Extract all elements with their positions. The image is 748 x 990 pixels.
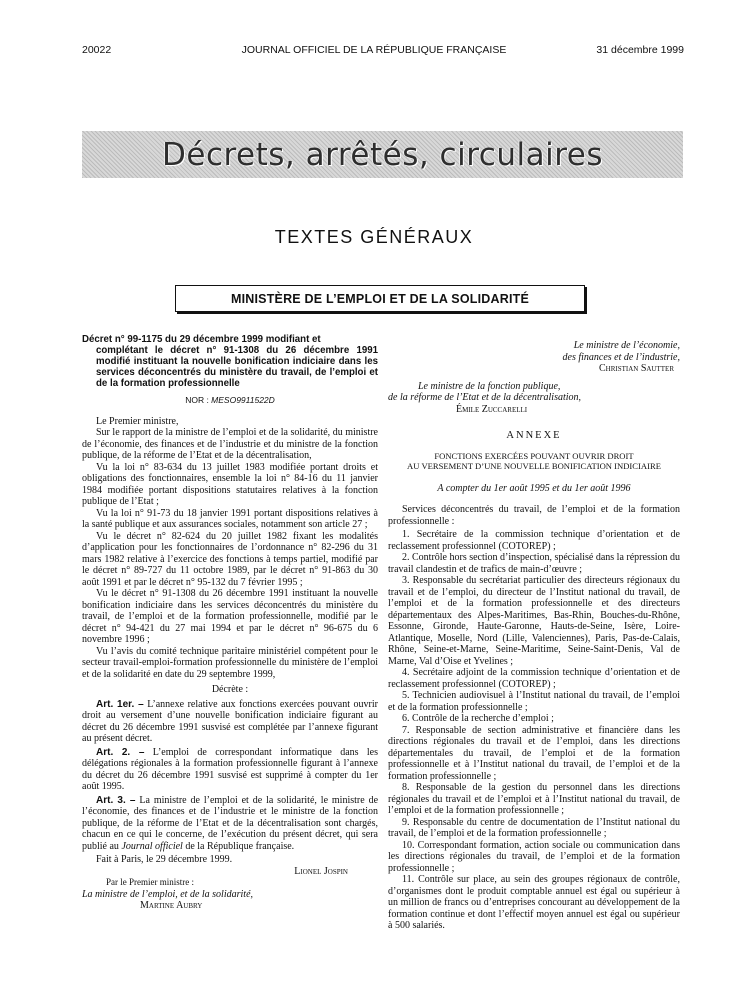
annexe-item: 4. Secrétaire adjoint de la commission technique d’orientation et de reclassement professionnel (COTOREP) ; <box>388 667 680 690</box>
visa-paragraph: Vu le décret n° 82-624 du 20 juillet 1982 fixant les modalités d’application pour les fonctionnaires de l’ordonnance n° 82-296 du 31 mars 1982 relative à l’exercice des fonctions à temps partiel, modifié par le décret n° 89-727 du 11 octobre 1989, par le décret n° 91-863 du 30 août 1991 et par le décret n° 95-132 du 7 février 1995 ; <box>82 530 378 588</box>
article-text: L’emploi de correspondant informatique dans les délégations régionales à la formation professionnelle figurant à l’annexe du décret du 26 décembre 1991 susvisé est supprimé à compter du 1er août 1995. <box>82 746 378 792</box>
visa-paragraph: Sur le rapport de la ministre de l’emploi et de la solidarité, du ministre de l’économie, des finances et de l’industrie et du ministre de la fonction publique, de la réforme de l’Etat et de la décentralisation, <box>82 427 378 461</box>
article-2 <box>82 747 378 793</box>
minister-fp-line2: de la réforme de l’Etat et de la décentralisation, <box>388 392 582 403</box>
visa-paragraph: Vu le décret n° 91-1308 du 26 décembre 1991 instituant la nouvelle bonification indiciaire dans les services déconcentrés du ministère du travail, de l’emploi et de la formation professionnelle, modifié par le décret n° 94-421 du 27 mai 1994 et par le décret n° 96-675 du 6 novembre 1996 ; <box>82 588 378 645</box>
nor-code: MESO9911522D <box>211 395 275 405</box>
decree-intro: Le Premier ministre, <box>96 415 179 427</box>
section-title: TEXTES GÉNÉRAUX <box>274 227 474 247</box>
minister-eco-line2: des finances et de l’industrie, <box>562 351 680 363</box>
annexe-item: 10. Correspondant formation, action sociale ou communication dans les directions régionales du travail, de l’emploi et de la formation professionnelle ; <box>388 839 680 874</box>
rubric-banner-text: Décrets, arrêtés, circulaires <box>162 136 603 173</box>
rubric-banner <box>82 131 683 178</box>
annexe-item: 5. Technicien audiovisuel à l’Institut national du travail, de l’emploi et de la formation professionnelle ; <box>388 690 680 713</box>
annexe-item: 7. Responsable de section administrative et financière dans les directions régionales du travail et de l’emploi, dans les directions départementales du travail, de l’emploi et de la formation professionnelle et à l’Institut national du travail, de l’emploi et de la formation professionnelle ; <box>388 724 680 782</box>
article-label: Art. 1er. – <box>96 698 144 710</box>
annexe-intro: Services déconcentrés du travail, de l’emploi et de la formation professionnelle : <box>388 504 680 527</box>
decree-title-rest: complétant le décret n° 91-1308 du 26 décembre 1991 modifié instituant la nouvelle bonification indiciaire dans les services déconcentrés du ministère du travail, de l’emploi et de la formation professionnelle <box>96 345 378 389</box>
article-label: Art. 2. – <box>96 746 145 758</box>
signature-eco: Christian Sautter <box>598 363 674 374</box>
par-le-pm: Par le Premier ministre : <box>106 877 194 887</box>
visa-paragraph: Vu l’avis du comité technique paritaire ministériel compétent pour le secteur travail-emploi-formation professionnelle du ministère de l’emploi et de la solidarité en date du 29 septembre 1999, <box>82 645 378 680</box>
article-text-tail: de la République française. <box>185 840 295 852</box>
decree-title <box>82 334 378 389</box>
done-at: Fait à Paris, le 29 décembre 1999. <box>96 854 233 865</box>
ministry-name: MINISTÈRE DE L’EMPLOI ET DE LA SOLIDARITÉ <box>230 291 530 306</box>
journal-officiel-ref: Journal officiel <box>121 840 183 852</box>
right-column <box>388 340 680 932</box>
annexe-subtitle-line2: AU VERSEMENT D’UNE NOUVELLE BONIFICATION INDICIAIRE <box>407 461 661 471</box>
annexe-item: 1. Secrétaire de la commission technique d’orientation et de reclassement professionnel (COTOREP) ; <box>388 529 680 552</box>
annexe-item: 3. Responsable du secrétariat particulier des directeurs régionaux du travail et de l’emploi, du directeur de l’Institut national du travail, de l’emploi et de la formation professionnelle et des directeurs départementaux des Alpes-Maritimes, Bas-Rhin, Bouches-du-Rhône, Essonne, Gironde, Haute-Garonne, Hauts-de-Seine, Isère, Loire-Atlantique, Moselle, Nord (Lille, Valenciennes), Paris, Pas-de-Calais, Rhône, Seine-et-Marne, Seine-Maritime, Seine-Saint-Denis, Val de Marne, Val d’Oise et Yvelines ; <box>388 575 680 667</box>
minister-eco-line1: Le ministre de l’économie, <box>573 340 680 351</box>
signature-fp: Émile Zuccarelli <box>456 403 528 415</box>
issue-date: 31 décembre 1999 <box>596 44 684 56</box>
minister-emploi: La ministre de l’emploi, et de la solidarité, <box>82 888 254 900</box>
annexe-title: ANNEXE <box>506 430 562 441</box>
article-3 <box>82 795 378 853</box>
annexe-item: 2. Contrôle hors section d’inspection, spécialisé dans la répression du travail clandestin et de trafics de main-d’œuvre ; <box>388 552 680 575</box>
decrete-line: Décrète : <box>211 684 249 695</box>
ministry-box <box>175 285 585 312</box>
minister-fp-line1: Le ministre de la fonction publique, <box>418 380 561 392</box>
journal-title: JOURNAL OFFICIEL DE LA RÉPUBLIQUE FRANÇAISE <box>241 44 507 56</box>
annexe-item: 9. Responsable du centre de documentation de l’Institut national du travail, de l’emploi et de la formation professionnelle ; <box>388 816 680 839</box>
annexe-subtitle-line1: FONCTIONS EXERCÉES POUVANT OUVRIR DROIT <box>434 450 634 461</box>
annexe-item: 8. Responsable de la gestion du personnel dans les directions régionales du travail et de l’emploi et à l’Institut national du travail, de l’emploi et de la formation professionnelle ; <box>388 782 680 816</box>
article-1 <box>82 699 378 745</box>
left-column <box>82 334 378 912</box>
nor-label: NOR : <box>185 395 212 405</box>
decree-title-line1: Décret n° 99-1175 du 29 décembre 1999 modifiant et <box>82 334 321 345</box>
signature-emploi: Martine Aubry <box>140 900 203 911</box>
article-text: La ministre de l’emploi et de la solidarité, le ministre de l’économie, des finances et de l’industrie et le ministre de la fonction publique, de la réforme de l’Etat et de la décentralisation sont chargés, chacun en ce qui le concerne, de l’exécution du présent décret, qui sera publié au <box>82 794 379 852</box>
visa-paragraph: Vu la loi n° 91-73 du 18 janvier 1991 portant dispositions relatives à la santé publique et aux assurances sociales, notamment son article 27 ; <box>82 507 378 530</box>
article-label: Art. 3. – <box>96 794 136 806</box>
annexe-item: 6. Contrôle de la recherche d’emploi ; <box>402 713 554 724</box>
page-number: 20022 <box>82 44 112 56</box>
visa-paragraph: Vu la loi n° 83-634 du 13 juillet 1983 modifiée portant droits et obligations des fonctionnaires, ensemble la loi n° 84-16 du 11 janvier 1984 modifiée portant dispositions statutaires relatives à la fonction publique de l’Etat ; <box>82 461 378 507</box>
article-text: L’annexe relative aux fonctions exercées pouvant ouvrir droit au versement d’une nouvelle bonification indiciaire figurant au décret du 26 décembre 1991 susvisé est complétée par l’annexe figurant au présent décret. <box>82 698 378 744</box>
annexe-dates: A compter du 1er août 1995 et du 1er août 1996 <box>437 482 631 494</box>
nor-reference <box>82 395 378 407</box>
annexe-subtitle <box>388 451 680 472</box>
annexe-item: 11. Contrôle sur place, au sein des groupes régionaux de contrôle, d’organismes dont le produit comptable annuel est égal ou supérieur à un million de francs ou d’entreprises concourant au développement de la formation continue et dont l’effectif moyen annuel est égal ou supérieur à 500 salariés. <box>388 874 680 931</box>
signature-pm: Lionel Jospin <box>294 865 348 877</box>
